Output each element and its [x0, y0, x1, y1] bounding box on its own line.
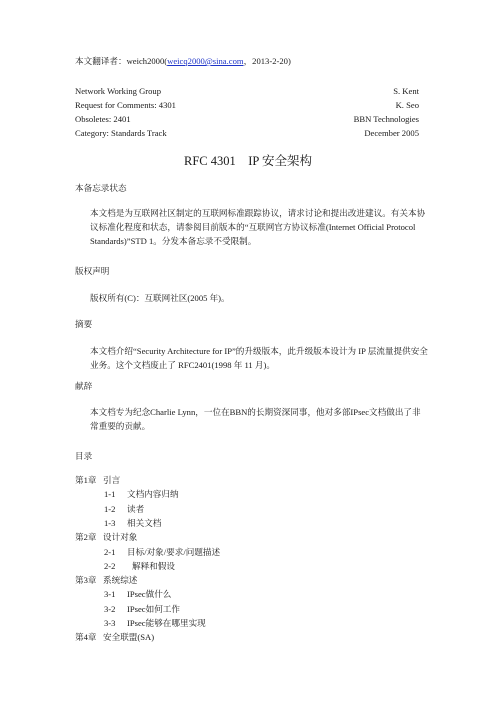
toc-entry-title[interactable]: IPsec能够在哪里实现	[127, 618, 206, 628]
toc-entry-title[interactable]: 安全联盟(SA)	[103, 632, 155, 643]
dedication-body: 本文档专为纪念Charlie Lynn，一位在BBN的长期资深同事，他对多部IPsec文档做出了非常重要的贡献。	[90, 407, 421, 431]
toc-entry-title[interactable]: 引言	[103, 475, 121, 485]
toc-entry-title[interactable]: 相关文档	[127, 517, 162, 528]
translator-suffix: ，2013-2-20)	[243, 56, 291, 66]
toc-entry-number[interactable]: 3-1	[104, 589, 116, 600]
status-body: 本文档是为互联网社区制定的互联网标准跟踪协议，请求讨论和提出改进建议。有关本协议标准化程度和状态，请参阅目前版本的“互联网官方协议标准(Internet Official Protocol Standards)”STD 1。分发本备忘录不受限制。	[90, 208, 426, 246]
header-right: K. Seo	[395, 100, 419, 110]
toc-entry-number[interactable]: 1-1	[104, 489, 116, 500]
toc-heading: 目录	[75, 451, 93, 461]
toc-entry-title[interactable]: 目标/对象/要求/问题描述	[127, 546, 221, 557]
toc-entry-title[interactable]: 文档内容归纳	[127, 489, 179, 500]
abstract-body: 本文档介绍“Security Architecture for IP”的升级版本，此升级版本设计为 IP 层流量提供安全业务。这个文档废止了 RFC2401(1998 年 11 月)。	[90, 346, 428, 370]
toc-entry-number[interactable]: 第3章	[75, 575, 97, 586]
toc-entry-number[interactable]: 3-3	[104, 618, 116, 628]
header-left: Request for Comments: 4301	[75, 100, 176, 110]
toc-entry-title[interactable]: IPsec如何工作	[127, 603, 180, 614]
status-heading: 本备忘录状态	[75, 183, 127, 193]
copyright-body: 版权所有(C)：互联网社区(2005 年)。	[90, 293, 230, 303]
toc-entry-number[interactable]: 第2章	[75, 532, 97, 543]
header-right: December 2005	[364, 128, 419, 138]
toc-entry-number[interactable]: 2-2	[104, 560, 116, 571]
dedication-heading: 献辞	[75, 381, 93, 391]
toc-entry-title[interactable]: 系统综述	[103, 575, 138, 586]
header-right: BBN Technologies	[353, 114, 419, 124]
header-left: Network Working Group	[75, 86, 162, 96]
toc-entry-title[interactable]: 读者	[127, 503, 145, 514]
copyright-heading: 版权声明	[75, 266, 110, 276]
translator-email-link[interactable]: weicq2000@sina.com	[167, 56, 244, 66]
document-title: RFC 4301 IP 安全架构	[183, 154, 313, 168]
header-right: S. Kent	[393, 86, 419, 96]
toc-entry-number[interactable]: 3-2	[104, 603, 116, 614]
toc-entry-number[interactable]: 2-1	[104, 546, 116, 557]
toc-entry-title[interactable]: IPsec做什么	[127, 589, 172, 600]
toc-entry-number[interactable]: 1-2	[104, 503, 116, 514]
translator-prefix: 本文翻译者：weich2000(	[75, 56, 168, 66]
toc-entry-number[interactable]: 1-3	[104, 517, 116, 528]
toc-entry-title[interactable]: 设计对象	[103, 532, 138, 543]
header-left: Obsoletes: 2401	[75, 114, 131, 124]
header-left: Category: Standards Track	[75, 128, 167, 138]
toc-entry-number[interactable]: 第4章	[75, 632, 97, 643]
abstract-heading: 摘要	[75, 319, 93, 329]
translator-line	[75, 56, 291, 67]
toc-entry-title[interactable]: 解释和假设	[132, 560, 175, 571]
toc-entry-number[interactable]: 第1章	[75, 475, 97, 485]
